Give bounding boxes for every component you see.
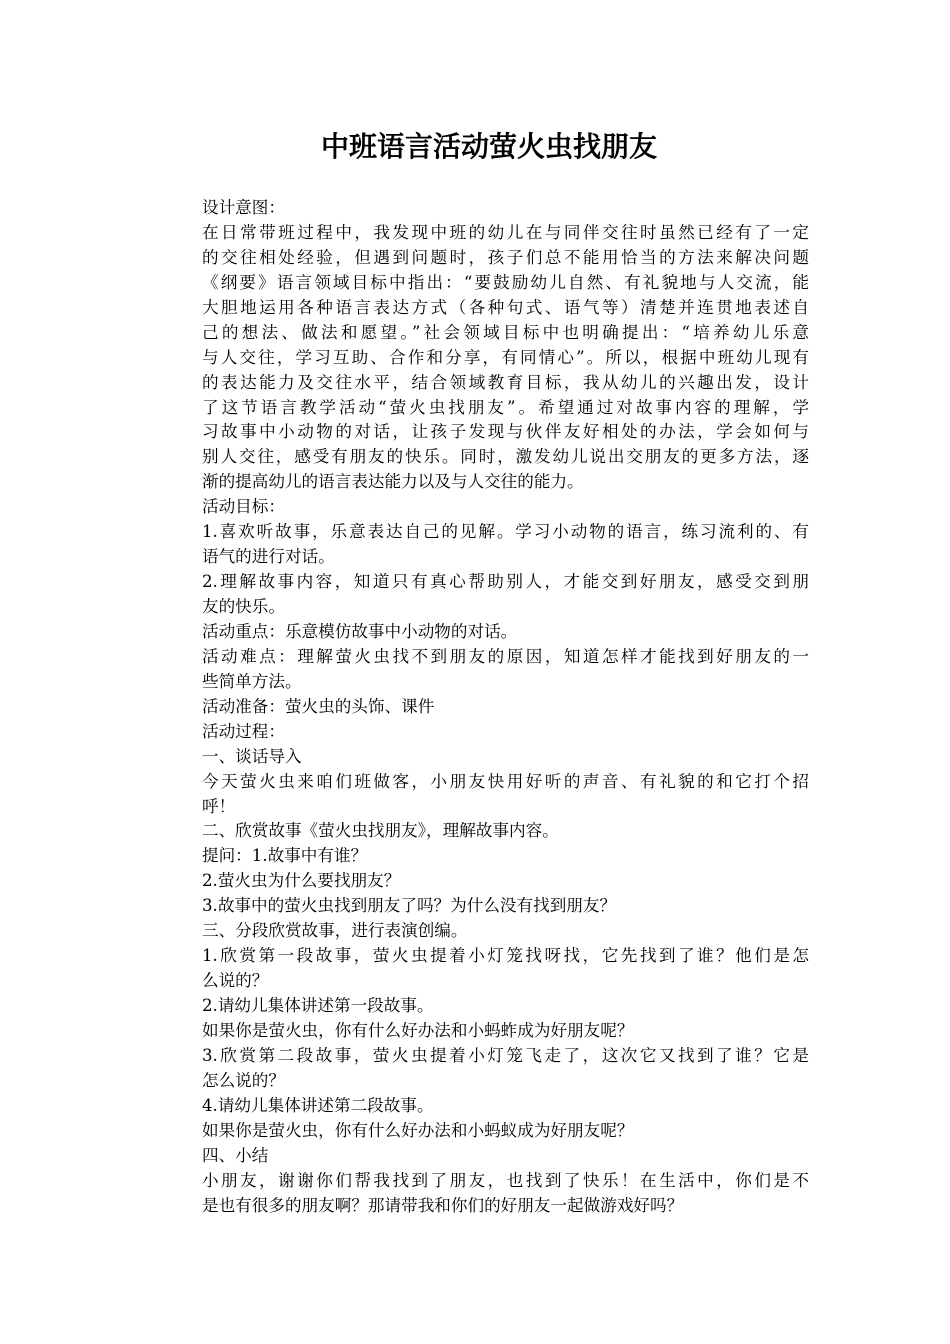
text-line: 呼！ — [202, 796, 236, 816]
text-line: 活动难点：理解萤火虫找不到朋友的原因，知道怎样才能找到好朋友的一 — [202, 646, 809, 666]
text-line: 活动重点：乐意模仿故事中小动物的对话。 — [202, 621, 518, 641]
text-line: 别人交往，感受有朋友的快乐。同时，激发幼儿说出交朋友的更多方法，逐 — [202, 447, 809, 467]
document-title: 中班语言活动萤火虫找朋友 — [320, 130, 657, 163]
text-line: 3.欣赏第二段故事，萤火虫提着小灯笼飞走了，这次它又找到了谁？它是 — [202, 1045, 809, 1065]
text-line: 在日常带班过程中，我发现中班的幼儿在与同伴交往时虽然已经有了一定 — [202, 222, 809, 242]
text-line: 三、分段欣赏故事，进行表演创编。 — [202, 921, 468, 941]
text-line: 1.喜欢听故事，乐意表达自己的见解。学习小动物的语言，练习流利的、有 — [202, 522, 809, 542]
text-line: 活动准备：萤火虫的头饰、课件 — [202, 696, 435, 716]
text-line: 了这节语言教学活动“萤火虫找朋友”。希望通过对故事内容的理解，学 — [202, 397, 809, 417]
text-line: 四、小结 — [202, 1145, 269, 1165]
text-line: 大胆地运用各种语言表达方式（各种句式、语气等）清楚并连贯地表述自 — [202, 297, 809, 317]
text-line: 2.请幼儿集体讲述第一段故事。 — [202, 996, 434, 1015]
text-line: 是也有很多的朋友啊？那请带我和你们的好朋友一起做游戏好吗？ — [202, 1195, 684, 1215]
text-line: 怎么说的？ — [202, 1070, 285, 1090]
document-body — [202, 196, 809, 1218]
text-line: 二、欣赏故事《萤火虫找朋友》，理解故事内容。 — [202, 821, 559, 841]
text-line: 语气的进行对话。 — [202, 547, 335, 567]
text-line: 《纲要》语言领域目标中指出：“要鼓励幼儿自然、有礼貌地与人交流，能 — [202, 272, 809, 292]
text-line: 与人交往，学习互助、合作和分享，有同情心”。所以，根据中班幼儿现有 — [202, 347, 809, 367]
text-line: 渐的提高幼儿的语言表达能力以及与人交往的能力。 — [202, 472, 584, 492]
text-line: 活动目标： — [202, 497, 285, 517]
text-line: 些简单方法。 — [202, 671, 302, 691]
text-line: 1.欣赏第一段故事，萤火虫提着小灯笼找呀找，它先找到了谁？他们是怎 — [202, 946, 809, 966]
text-line: 一、谈话导入 — [202, 746, 302, 766]
text-line: 提问：1.故事中有谁？ — [202, 846, 368, 866]
text-line: 活动过程： — [202, 721, 285, 741]
text-line: 如果你是萤火虫，你有什么好办法和小蚂蚁成为好朋友呢？ — [202, 1120, 634, 1140]
text-line: 2.理解故事内容，知道只有真心帮助别人，才能交到好朋友，感受交到朋 — [202, 572, 809, 592]
text-line: 如果你是萤火虫，你有什么好办法和小蚂蚱成为好朋友呢？ — [202, 1020, 634, 1040]
text-line: 今天萤火虫来咱们班做客，小朋友快用好听的声音、有礼貌的和它打个招 — [202, 771, 809, 791]
text-line: 的表达能力及交往水平，结合领域教育目标，我从幼儿的兴趣出发，设计 — [202, 372, 809, 392]
text-line: 设计意图： — [202, 198, 285, 217]
text-line: 小朋友，谢谢你们帮我找到了朋友，也找到了快乐！在生活中，你们是不 — [202, 1170, 809, 1190]
text-line: 3.故事中的萤火虫找到朋友了吗？为什么没有找到朋友？ — [202, 896, 617, 916]
text-line: 4.请幼儿集体讲述第二段故事。 — [202, 1095, 434, 1115]
text-line: 的交往相处经验，但遇到问题时，孩子们总不能用恰当的方法来解决问题 — [202, 247, 809, 267]
text-line: 习故事中小动物的对话，让孩子发现与伙伴友好相处的办法，学会如何与 — [202, 422, 809, 442]
text-line: 2.萤火虫为什么要找朋友？ — [202, 871, 401, 891]
text-line: 么说的？ — [202, 971, 269, 991]
text-line: 友的快乐。 — [202, 597, 285, 616]
text-line: 己的想法、做法和愿望。”社会领域目标中也明确提出：“培养幼儿乐意 — [202, 322, 809, 342]
